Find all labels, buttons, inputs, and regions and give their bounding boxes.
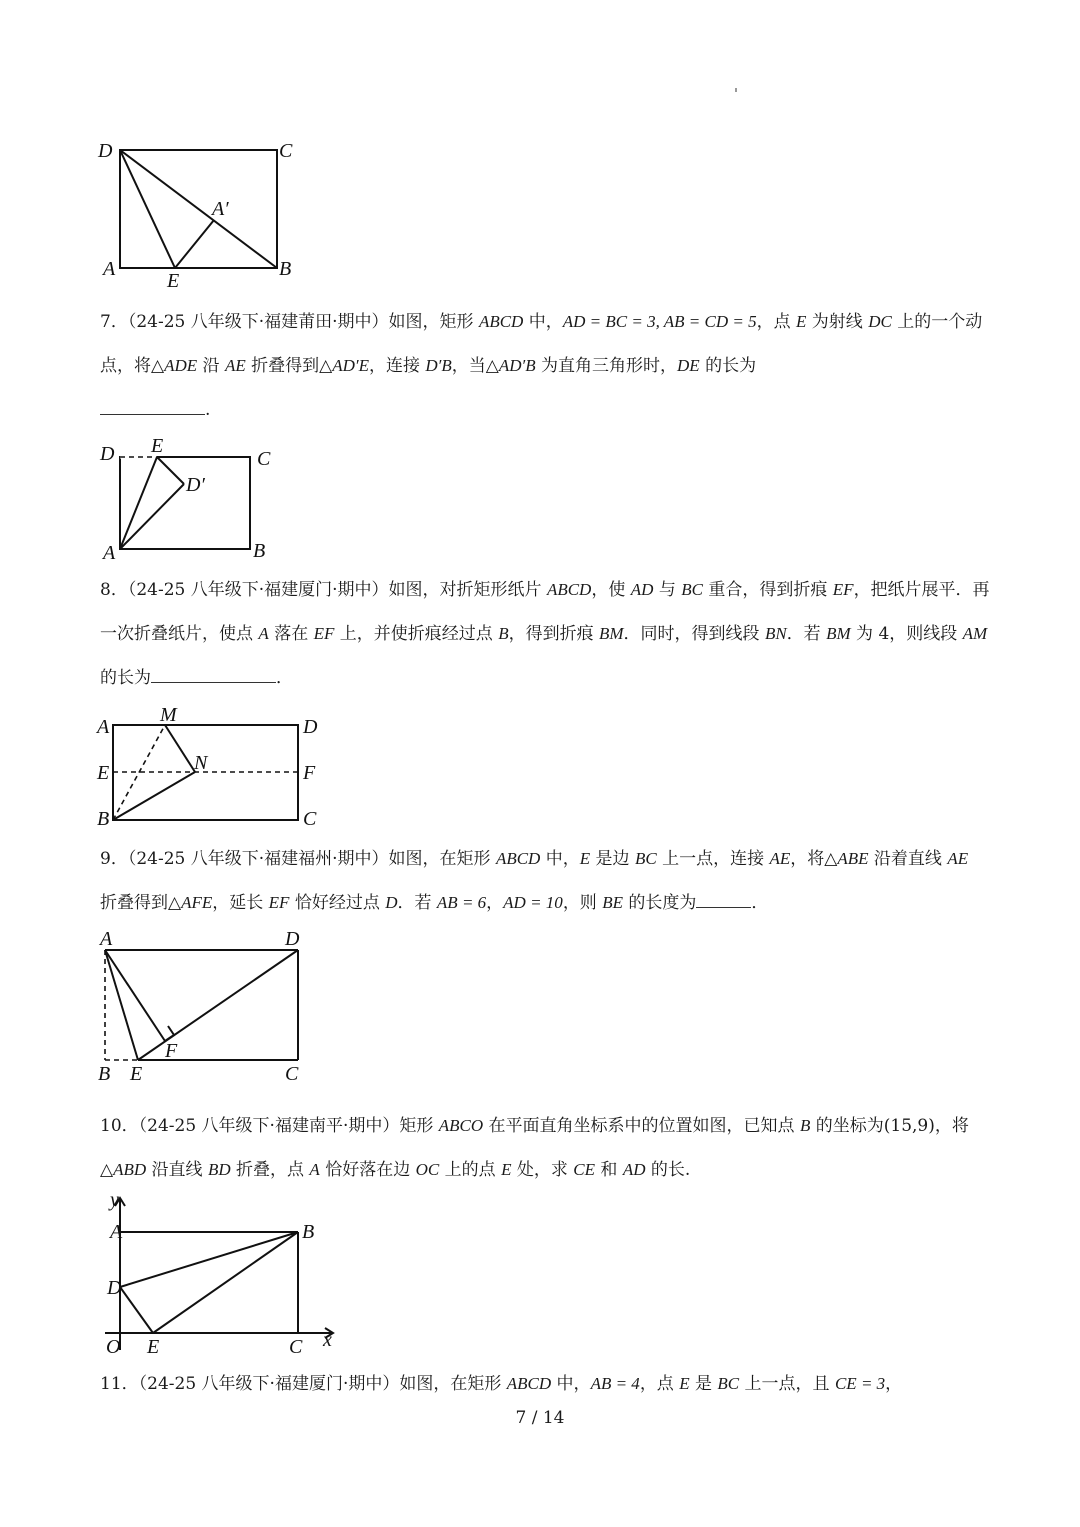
label-y: y: [110, 1189, 119, 1211]
label-E: E: [130, 1063, 143, 1085]
label-B: B: [279, 258, 292, 280]
label-D: D: [303, 716, 318, 738]
question-9: 9．（24-25 八年级下·福建福州·期中）如图，在矩形 ABCD 中，E 是边 BC 上一点，连接 AE，将△ABE 沿着直线 AE 折叠得到△AFE，延长 EF 恰好经过点 D．若 AB = 6，AD = 10，则 BE 的长度为 ．: [100, 849, 969, 913]
question-11: 11．（24-25 八年级下·福建厦门·期中）如图，在矩形 ABCD 中，AB = 4，点 E 是 BC 上一点，且 CE = 3，: [100, 1374, 903, 1394]
label-E: E: [147, 1336, 160, 1358]
label-C: C: [285, 1063, 299, 1085]
label-D: D: [98, 140, 113, 162]
label-A: A: [110, 1221, 123, 1243]
label-M: M: [160, 704, 177, 726]
label-N: N: [194, 752, 208, 774]
label-C: C: [257, 448, 271, 470]
label-A-prime: A′: [212, 198, 229, 220]
label-F: F: [303, 762, 316, 784]
label-D: D: [285, 928, 300, 950]
answer-blank[interactable]: [696, 890, 751, 908]
label-E: E: [97, 762, 110, 784]
label-A: A: [97, 716, 110, 738]
answer-blank[interactable]: [151, 665, 276, 683]
label-B: B: [302, 1221, 315, 1243]
label-D-prime: D′: [186, 474, 205, 496]
figure-q7: [95, 435, 295, 565]
label-O: O: [106, 1336, 121, 1358]
scan-mark: [735, 88, 737, 92]
figure-q8: [95, 705, 335, 830]
page-number: 7 / 14: [515, 1408, 565, 1428]
label-D: D: [100, 443, 115, 465]
question-8: 8．（24-25 八年级下·福建厦门·期中）如图，对折矩形纸片 ABCD，使 AD 与 BC 重合，得到折痕 EF，把纸片展平．再一次折叠纸片，使点 A 落在 EF 上，并使折痕经过点 B，得到折痕 BM．同时，得到线段 BN．若 BM 为 4，则线段 AM 的长为 ．: [100, 580, 990, 688]
label-F: F: [165, 1040, 178, 1062]
figure-q6: [95, 135, 315, 295]
answer-blank[interactable]: [100, 397, 205, 415]
label-D: D: [107, 1277, 122, 1299]
question-7: 7．（24-25 八年级下·福建莆田·期中）如图，矩形 ABCD 中，AD = BC = 3, AB = CD = 5，点 E 为射线 DC 上的一个动点，将△ADE 沿 AE 折叠得到△AD′E，连接 D′B，当△AD′B 为直角三角形时，DE 的长为 .: [100, 312, 983, 420]
label-B: B: [97, 808, 110, 830]
label-A: A: [103, 258, 116, 280]
label-x: x: [323, 1329, 332, 1351]
question-10: 10．（24-25 八年级下·福建南平·期中）矩形 ABCO 在平面直角坐标系中的位置如图，已知点 B 的坐标为(15,9)，将△ABD 沿直线 BD 折叠，点 A 恰好落在边 OC 上的点 E 处，求 CE 和 AD 的长.: [100, 1116, 969, 1180]
label-A: A: [103, 542, 116, 564]
label-C: C: [289, 1336, 303, 1358]
label-B: B: [253, 540, 266, 562]
label-C: C: [303, 808, 317, 830]
label-C: C: [279, 140, 293, 162]
label-E: E: [151, 435, 164, 457]
figure-q10: [95, 1190, 355, 1360]
figure-q9: [95, 925, 320, 1085]
label-A: A: [100, 928, 113, 950]
label-B: B: [98, 1063, 111, 1085]
label-E: E: [167, 270, 180, 292]
